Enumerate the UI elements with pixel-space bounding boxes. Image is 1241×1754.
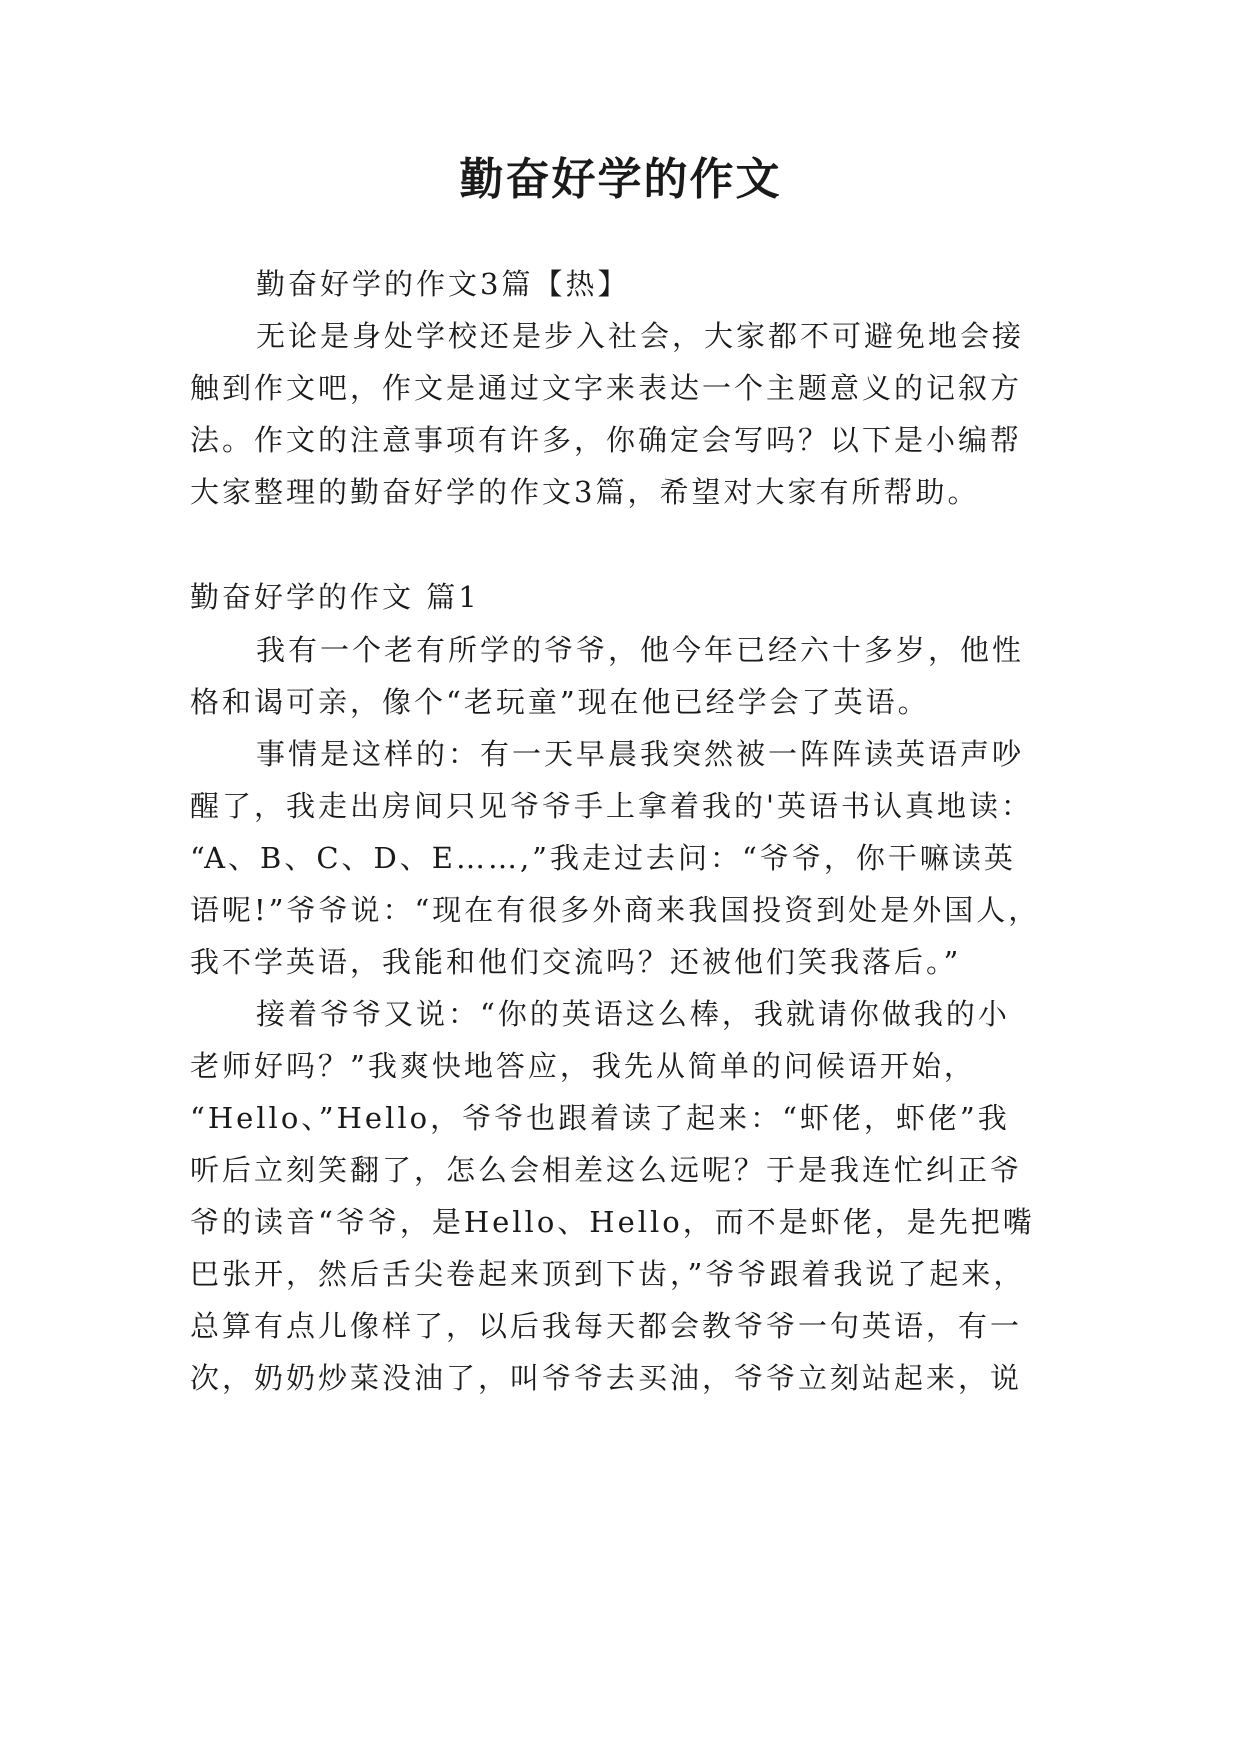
body-line-4: 醒了，我走出房间只见爷爷手上拿着我的'英语书认真地读： (190, 789, 1033, 823)
subtitle: 勤奋好学的作文3篇【热】 (256, 267, 630, 301)
body-line-15: 次，奶奶炒菜没油了，叫爷爷去买油，爷爷立刻站起来，说 (190, 1361, 1023, 1395)
intro-line-2: 触到作文吧，作文是通过文字来表达一个主题意义的记叙方 (190, 371, 1023, 405)
intro-line-3: 法。作文的注意事项有许多，你确定会写吗？以下是小编帮 (190, 423, 1023, 457)
body-line-6: 语呢!”爷爷说：“现在有很多外商来我国投资到处是外国人， (190, 893, 1041, 927)
body-line-8: 接着爷爷又说：“你的英语这么棒，我就请你做我的小 (256, 997, 1010, 1031)
body-line-9: 老师好吗？”我爽快地答应，我先从简单的问候语开始， (190, 1049, 976, 1083)
body-line-3: 事情是这样的：有一天早晨我突然被一阵阵读英语声吵 (256, 737, 1025, 771)
document-title: 勤奋好学的作文 (459, 154, 782, 205)
body-line-14: 总算有点儿像样了，以后我每天都会教爷爷一句英语，有一 (190, 1309, 1023, 1343)
body-line-7: 我不学英语，我能和他们交流吗？还被他们笑我落后。” (190, 945, 962, 979)
body-line-11: 听后立刻笑翻了，怎么会相差这么远呢？于是我连忙纠正爷 (190, 1153, 1023, 1187)
body-line-2: 格和谒可亲，像个“老玩童”现在他已经学会了英语。 (190, 685, 930, 719)
body-line-12: 爷的读音“爷爷，是Hello、Hello，而不是虾佬，是先把嘴 (190, 1205, 1035, 1239)
intro-line-4: 大家整理的勤奋好学的作文3篇，希望对大家有所帮助。 (190, 475, 980, 509)
section-heading: 勤奋好学的作文 篇1 (190, 580, 480, 614)
body-line-5: “A、B、C、D、E……,”我走过去问：“爷爷，你干嘛读英 (190, 841, 1016, 875)
body-line-1: 我有一个老有所学的爷爷，他今年已经六十多岁，他性 (256, 633, 1025, 667)
intro-line-1: 无论是身处学校还是步入社会，大家都不可避免地会接 (256, 319, 1025, 353)
body-line-10: “Hello、”Hello，爷爷也跟着读了起来：“虾佬，虾佬”我 (190, 1101, 1010, 1135)
body-line-13: 巴张开，然后舌尖卷起来顶到下齿，”爷爷跟着我说了起来， (190, 1257, 1026, 1291)
